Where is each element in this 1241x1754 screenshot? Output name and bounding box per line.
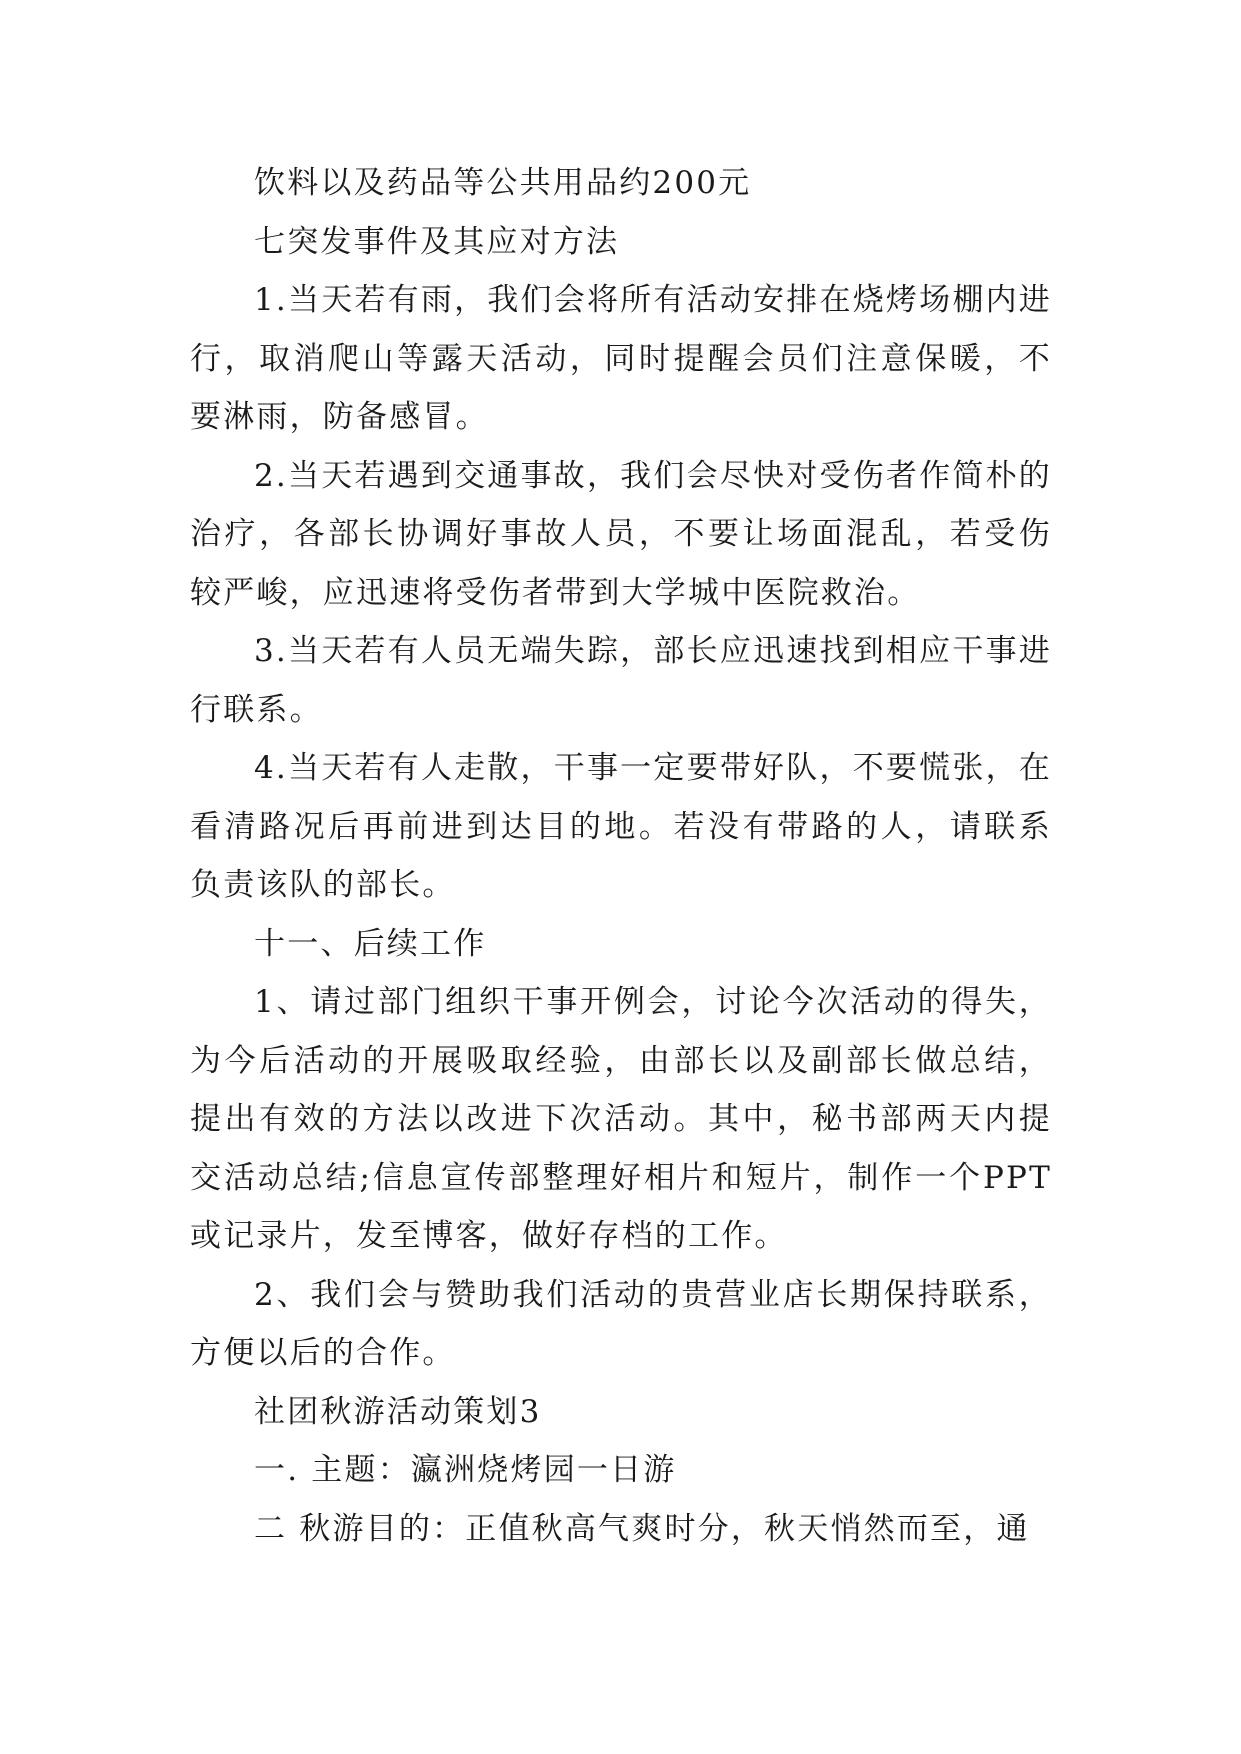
paragraph-supplies-cost: 饮料以及药品等公共用品约200元 (254, 165, 752, 201)
document-title-plan-3: 社团秋游活动策划3 (254, 1393, 542, 1430)
paragraph-emergency-accident: 2.当天若遇到交通事故，我们会尽快对受伤者作简朴的治疗，各部长协调好事故人员，不要让场面混乱，若受伤较严峻，应迅速将受伤者带到大学城中医院救治。 (190, 457, 1052, 611)
paragraph-emergency-rain: 1.当天若有雨，我们会将所有活动安排在烧烤场棚内进行，取消爬山等露天活动，同时提醒会员们注意保暖，不要淋雨，防备感冒。 (190, 282, 1052, 435)
paragraph-follow-up-sponsor: 2、我们会与赞助我们活动的贵营业店长期保持联系，方便以后的合作。 (190, 1276, 1052, 1371)
paragraph-follow-up-meeting: 1、请过部门组织干事开例会，讨论今次活动的得失，为今后活动的开展吸取经验，由部长以及副部长做总结，提出有效的方法以改进下次活动。其中，秘书部两天内提交活动总结;信息宣传部整理好相片和短片，制作一个PPT或记录片，发至博客，做好存档的工作。 (190, 984, 1052, 1254)
paragraph-theme: 一. 主题：瀛洲烧烤园一日游 (254, 1452, 677, 1488)
section-heading-follow-up: 十一、后续工作 (254, 925, 487, 962)
paragraph-purpose: 二 秋游目的：正值秋高气爽时分，秋天悄然而至，通 (254, 1510, 1030, 1547)
section-heading-emergencies: 七突发事件及其应对方法 (254, 223, 620, 260)
paragraph-emergency-lost: 4.当天若有人走散，干事一定要带好队，不要慌张，在看清路况后再前进到达目的地。若没有带路的人，请联系负责该队的部长。 (190, 750, 1052, 903)
paragraph-emergency-missing: 3.当天若有人员无端失踪，部长应迅速找到相应干事进行联系。 (190, 633, 1052, 728)
document-body (190, 154, 1052, 1558)
